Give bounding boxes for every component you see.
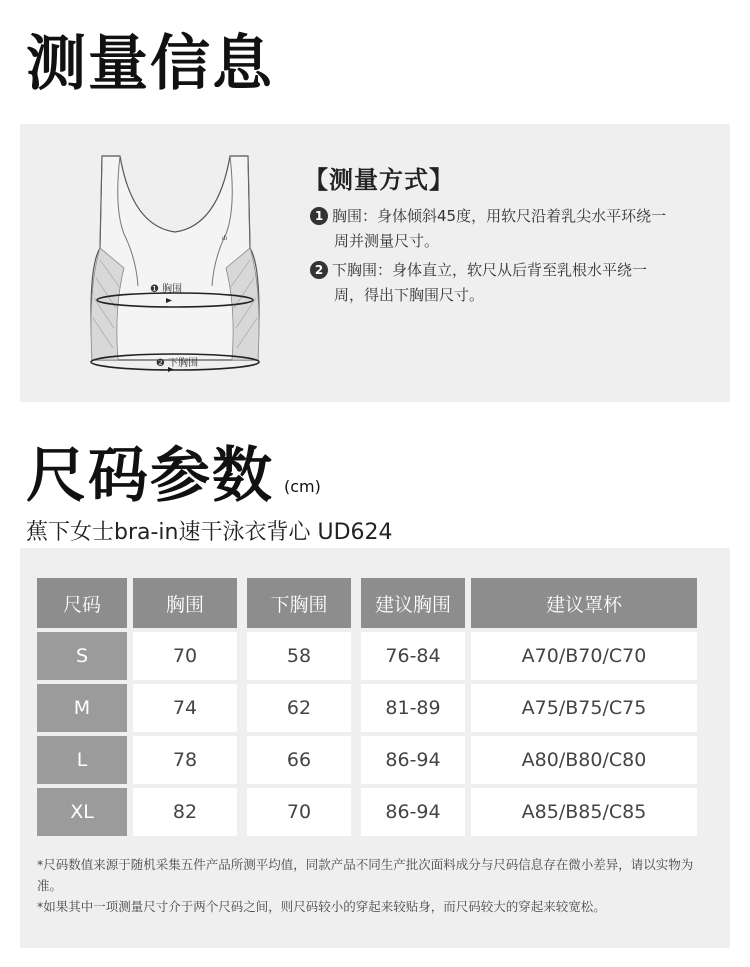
underbust-diagram-label: ❷ 下胸围 <box>156 358 199 369</box>
table-cell: 81-89 <box>361 684 465 732</box>
table-cell: 76-84 <box>361 632 465 680</box>
step-text-line2: 周并测量尺寸。 <box>334 232 440 250</box>
table-cell: 78 <box>133 736 237 784</box>
table-cell: 62 <box>247 684 351 732</box>
header-size: 尺码 <box>37 578 127 628</box>
table-cell: 70 <box>247 788 351 836</box>
size-title-text: 尺码参数 <box>26 441 274 511</box>
table-cell: A70/B70/C70 <box>471 632 697 680</box>
step-number-badge: 1 <box>310 207 328 225</box>
size-notes <box>37 854 717 917</box>
table-cell: 86-94 <box>361 736 465 784</box>
measure-step-bust <box>310 204 722 254</box>
table-cell: A75/B75/C75 <box>471 684 697 732</box>
step-text-line1: 下胸围：身体直立，软尺从后背至乳根水平绕一 <box>332 261 648 279</box>
table-row-size: L <box>37 736 127 784</box>
measure-step-underbust <box>310 258 722 308</box>
bra-measurement-diagram <box>80 148 270 383</box>
product-name: 蕉下女士bra-in速干泳衣背心 UD624 <box>26 520 393 545</box>
table-cell: A80/B80/C80 <box>471 736 697 784</box>
measure-method-title: 【测量方式】 <box>304 166 454 194</box>
table-cell: 70 <box>133 632 237 680</box>
step-text-line2: 周，得出下胸围尺寸。 <box>334 286 485 304</box>
table-cell: 86-94 <box>361 788 465 836</box>
measure-info-title: 测量信息 <box>26 29 274 99</box>
measure-info-panel <box>20 124 730 402</box>
note-line: *如果其中一项测量尺寸介于两个尺码之间，则尺码较小的穿起来较贴身，而尺码较大的穿起来较宽松。 <box>37 899 606 914</box>
bust-diagram-label: ❶ 胸围 <box>150 284 183 295</box>
header-suggested-cup: 建议罩杯 <box>471 578 697 628</box>
table-cell: A85/B85/C85 <box>471 788 697 836</box>
step-text-line1: 胸围：身体倾斜45度，用软尺沿着乳尖水平环绕一 <box>332 207 667 225</box>
size-params-title <box>26 440 321 523</box>
header-bust: 胸围 <box>133 578 237 628</box>
table-cell: 58 <box>247 632 351 680</box>
note-line: *尺码数值来源于随机采集五件产品所测平均值，同款产品不同生产批次面料成分与尺码信息存在微小差异，请以实物为准。 <box>37 857 694 893</box>
header-underbust: 下胸围 <box>247 578 351 628</box>
table-cell: 74 <box>133 684 237 732</box>
step-number-badge: 2 <box>310 261 328 279</box>
svg-text:ılı: ılı <box>222 235 228 242</box>
size-unit: (cm) <box>284 477 321 496</box>
table-row-size: S <box>37 632 127 680</box>
table-row-size: M <box>37 684 127 732</box>
header-suggested-bust: 建议胸围 <box>361 578 465 628</box>
size-table-panel <box>20 548 730 948</box>
table-row-size: XL <box>37 788 127 836</box>
table-cell: 66 <box>247 736 351 784</box>
table-cell: 82 <box>133 788 237 836</box>
